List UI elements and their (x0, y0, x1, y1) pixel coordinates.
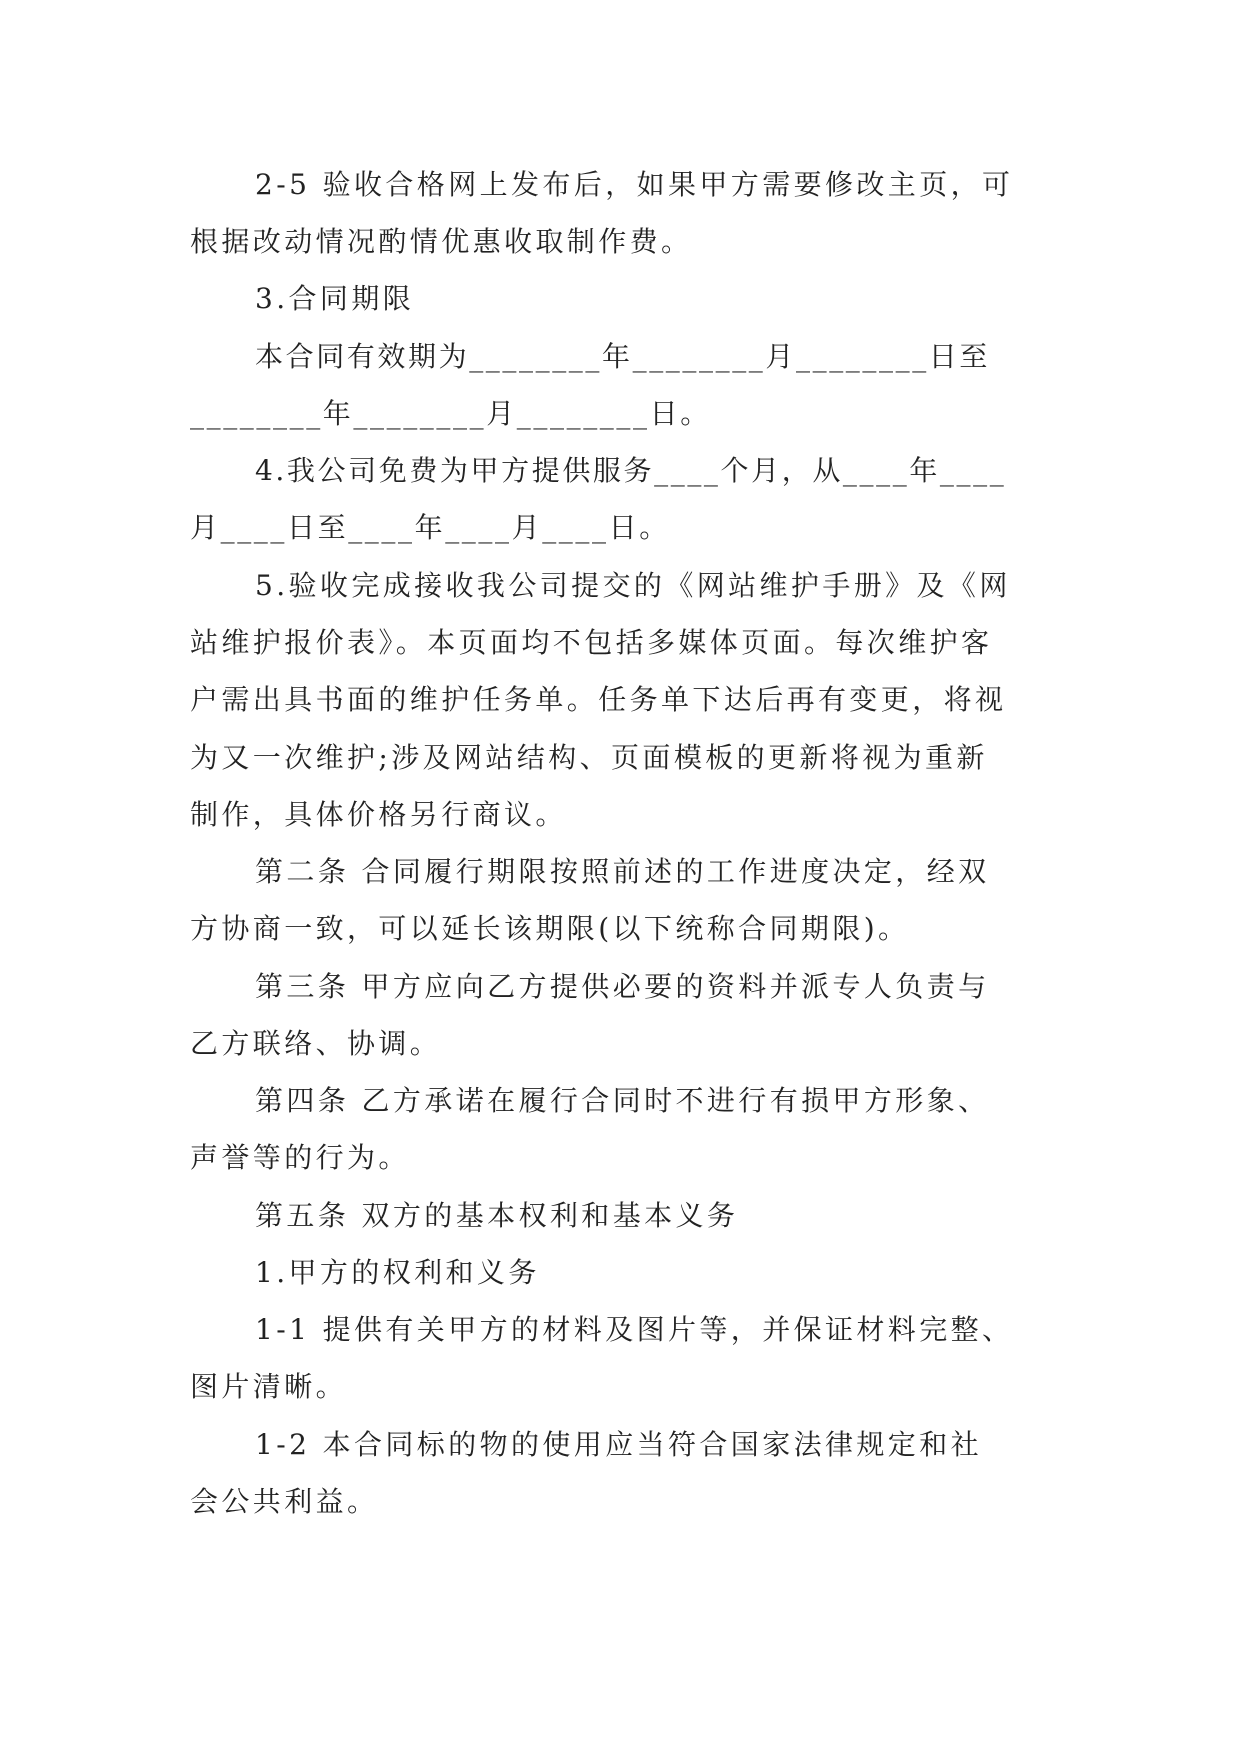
text-line: 制作，具体价格另行商议。 (190, 798, 567, 831)
text-line: 为又一次维护;涉及网站结构、页面模板的更新将视为重新 (190, 741, 988, 774)
text-line: 图片清晰。 (190, 1370, 348, 1403)
text-line: 3.合同期限 (255, 282, 415, 315)
text-line: 声誉等的行为。 (190, 1141, 410, 1174)
text-line: ________年________月________日。 (190, 397, 711, 430)
text-line: 2-5 验收合格网上发布后，如果甲方需要修改主页，可 (255, 168, 1014, 201)
text-line: 1.甲方的权利和义务 (255, 1256, 540, 1289)
text-line: 会公共利益。 (190, 1485, 379, 1518)
text-line: 1-2 本合同标的物的使用应当符合国家法律规定和社 (255, 1428, 982, 1461)
text-line: 乙方联络、协调。 (190, 1027, 442, 1060)
text-line: 1-1 提供有关甲方的材料及图片等，并保证材料完整、 (255, 1313, 1014, 1346)
text-line: 5.验收完成接收我公司提交的《网站维护手册》及《网 (255, 569, 1011, 602)
text-line: 根据改动情况酌情优惠收取制作费。 (190, 225, 693, 258)
text-line: 第五条 双方的基本权利和基本义务 (255, 1199, 739, 1232)
text-line: 本合同有效期为________年________月________日至 (255, 340, 991, 373)
text-line: 第四条 乙方承诺在履行合同时不进行有损甲方形象、 (255, 1084, 990, 1117)
text-line: 月____日至____年____月____日。 (190, 511, 670, 544)
text-line: 4.我公司免费为甲方提供服务____个月，从____年____ (255, 454, 1007, 487)
text-line: 第三条 甲方应向乙方提供必要的资料并派专人负责与 (255, 970, 990, 1003)
text-line: 户需出具书面的维护任务单。任务单下达后再有变更，将视 (190, 683, 1007, 716)
text-line: 方协商一致，可以延长该期限(以下统称合同期限)。 (190, 912, 910, 945)
text-line: 站维护报价表》。本页面均不包括多媒体页面。每次维护客 (190, 626, 993, 659)
text-line: 第二条 合同履行期限按照前述的工作进度决定，经双 (255, 855, 990, 888)
